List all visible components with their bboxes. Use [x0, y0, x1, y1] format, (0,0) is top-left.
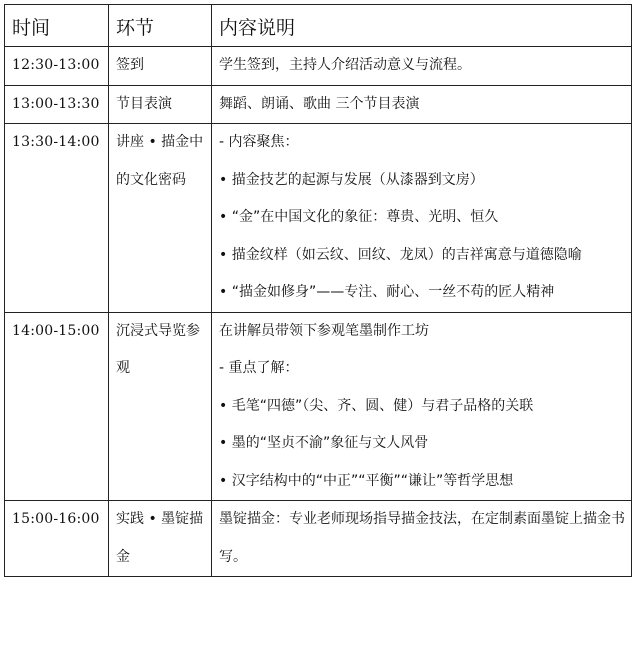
description-line: • 毛笔“四德”（尖、齐、圆、健）与君子品格的关联: [219, 397, 534, 414]
description-cell: [212, 312, 632, 501]
header-description: 内容说明: [212, 5, 632, 47]
segment-cell: 沉浸式导览参观: [109, 312, 212, 501]
description-line: - 内容聚焦：: [219, 134, 299, 150]
description-line: • 描金技艺的起源与发展（从漆器到文房）: [219, 171, 484, 188]
description-line: • 墨的“坚贞不渝”象征与文人风骨: [219, 435, 429, 451]
description-line: • “金”在中国文化的象征：尊贵、光明、恒久: [219, 209, 499, 225]
segment-cell: 实践 • 墨锭描金: [109, 501, 212, 577]
table-row: [5, 124, 632, 313]
header-segment: 环节: [109, 5, 212, 47]
schedule-table: [4, 4, 632, 577]
time-cell: 13:00-13:30: [5, 85, 109, 124]
time-cell: 12:30-13:00: [5, 47, 109, 86]
table-row: [5, 312, 632, 501]
time-cell: 15:00-16:00: [5, 501, 109, 577]
description-line: 墨锭描金：专业老师现场指导描金技法，在定制素面墨锭上描金书写。: [219, 511, 625, 565]
time-cell: 14:00-15:00: [5, 312, 109, 501]
time-cell: 13:30-14:00: [5, 124, 109, 313]
description-cell: [212, 124, 632, 313]
description-line: • “描金如修身”——专注、耐心、一丝不苟的匠人精神: [219, 284, 555, 300]
description-line: 舞蹈、朗诵、歌曲 三个节目表演: [219, 95, 420, 112]
description-cell: [212, 501, 632, 577]
segment-cell: 节目表演: [109, 85, 212, 124]
table-row: [5, 501, 632, 577]
header-row: [5, 5, 632, 47]
description-cell: [212, 47, 632, 86]
segment-cell: 签到: [109, 47, 212, 86]
table-row: [5, 47, 632, 86]
header-time: 时间: [5, 5, 109, 47]
description-line: 学生签到，主持人介绍活动意义与流程。: [219, 57, 471, 73]
description-line: • 汉字结构中的“中正”“平衡”“谦让”等哲学思想: [219, 472, 514, 489]
description-line: - 重点了解：: [219, 360, 299, 376]
description-line: • 描金纹样（如云纹、回纹、龙凤）的吉祥寓意与道德隐喻: [219, 246, 582, 263]
table-row: [5, 85, 632, 124]
description-line: 在讲解员带领下参观笔墨制作工坊: [219, 322, 429, 339]
description-cell: [212, 85, 632, 124]
segment-cell: 讲座 • 描金中的文化密码: [109, 124, 212, 313]
